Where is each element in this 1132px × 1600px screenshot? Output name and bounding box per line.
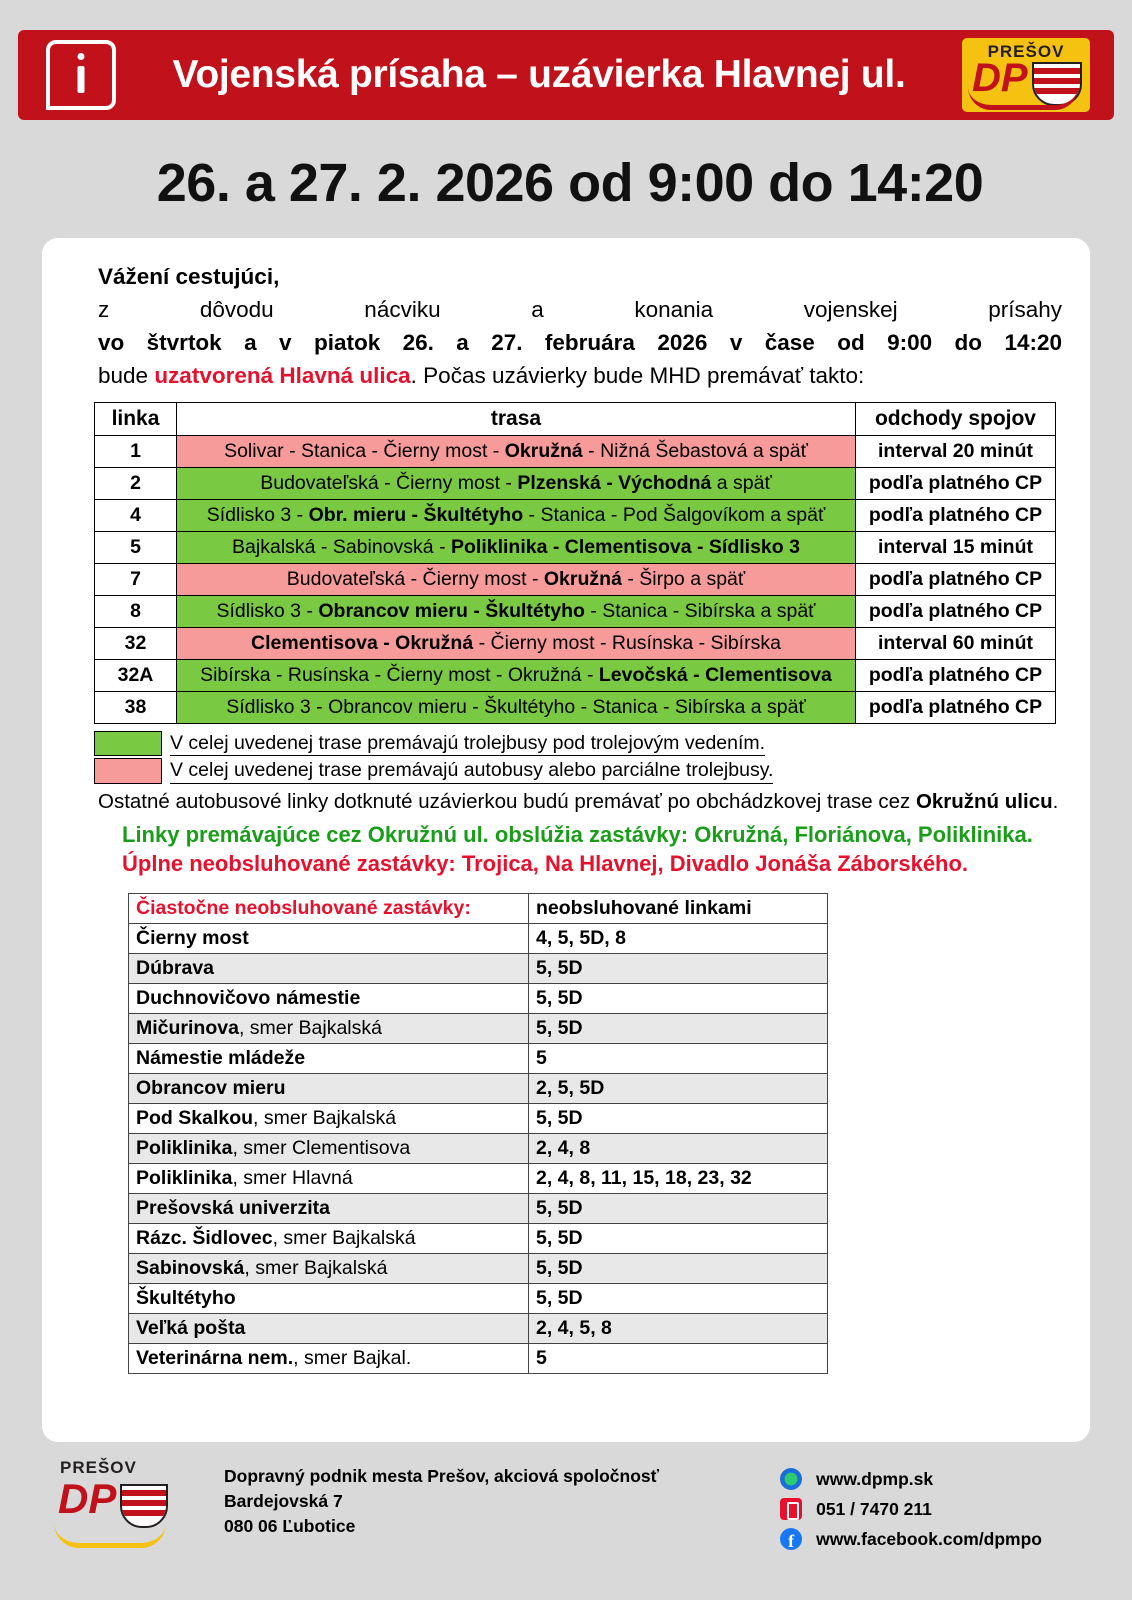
stop-name-main: Sabinovská: [136, 1256, 245, 1279]
partially-unserved-stops-table: [128, 893, 828, 1374]
stop-lines: 2, 4, 5, 8: [529, 1313, 828, 1343]
facebook-url[interactable]: www.facebook.com/dpmpo: [816, 1529, 1042, 1549]
route-path-pre: Sibírska - Rusínska - Čierny most - Okružná -: [200, 664, 599, 686]
note-served-stops: Linky premávajúce cez Okružnú ul. obslúžia zastávky: Okružná, Floriánova, Poliklinika.: [122, 821, 1033, 847]
stops-header-stop: Čiastočne neobsluhované zastávky:: [129, 893, 529, 923]
stop-name-dir: , smer Bajkalská: [253, 1106, 397, 1129]
intro-closure-pre: bude: [98, 363, 155, 388]
stop-lines: 5, 5D: [529, 1283, 828, 1313]
dp-presov-logo-header: [962, 38, 1090, 112]
table-row: [129, 1313, 828, 1343]
routes-table-header-row: [95, 403, 1056, 436]
route-path-pre: Sídlisko 3 -: [206, 504, 309, 526]
table-row: [95, 692, 1056, 724]
table-row: [129, 1193, 828, 1223]
table-row: [129, 1043, 828, 1073]
stop-lines: 2, 5, 5D: [529, 1073, 828, 1103]
stop-name-main: Prešovská univerzita: [136, 1196, 331, 1219]
stop-name-dir: , smer Hlavná: [232, 1166, 353, 1189]
table-row: [129, 983, 828, 1013]
table-row: [95, 596, 1056, 628]
phone-icon: [780, 1498, 802, 1520]
stops-header-lines: neobsluhované linkami: [529, 893, 828, 923]
routes-header-trasa: trasa: [177, 403, 856, 436]
stop-lines: 4, 5, 5D, 8: [529, 923, 828, 953]
stop-name-main: Mičurinova: [136, 1016, 239, 1039]
table-row: [95, 500, 1056, 532]
company-address: [224, 1464, 659, 1539]
table-row: [129, 1283, 828, 1313]
stop-name-main: Veterinárna nem.: [136, 1346, 294, 1369]
company-street: Bardejovská 7: [224, 1491, 343, 1511]
route-path-pre: Sídlisko 3 - Obrancov mieru - Škultétyho - Stanica - Sibírska a späť: [226, 696, 806, 718]
route-path-post: - Stanica - Sibírska a späť: [584, 600, 816, 622]
intro-line-closure: [98, 359, 1062, 392]
info-icon-stem: [78, 66, 85, 93]
legend: [94, 731, 1056, 784]
route-number: 38: [95, 692, 177, 724]
route-number: 32: [95, 628, 177, 660]
table-row: [129, 1223, 828, 1253]
stop-name: [129, 1193, 529, 1223]
legend-swatch-red: [94, 758, 162, 783]
note-other-lines: [98, 790, 1062, 814]
route-path-pre: Solivar - Stanica - Čierny most -: [224, 440, 505, 462]
note-other-post: .: [1052, 789, 1059, 813]
stop-name: [129, 1073, 529, 1103]
footer-logo-city: PREŠOV: [60, 1458, 137, 1477]
stops-table-header-row: [129, 893, 828, 923]
stop-name-main: Poliklinika: [136, 1166, 233, 1189]
stop-name: [129, 1253, 529, 1283]
stop-name-dir: , smer Bajkalská: [272, 1226, 416, 1249]
route-path-bold: Obr. mieru - Škultétyho: [308, 504, 524, 526]
route-number: 7: [95, 564, 177, 596]
stop-name: [129, 1313, 529, 1343]
note-unserved-stops: Úplne neobsluhované zastávky: Trojica, Na Hlavnej, Divadlo Jonáša Záborského.: [122, 850, 969, 876]
table-row: [129, 1343, 828, 1373]
contact-block: [780, 1464, 1042, 1554]
route-number: 8: [95, 596, 177, 628]
route-path-post: - Nižná Šebastová a späť: [582, 440, 808, 462]
stop-name-main: Poliklinika: [136, 1136, 233, 1159]
stop-name: [129, 923, 529, 953]
legend-text-red: V celej uvedenej trase premávajú autobusy alebo parciálne trolejbusy.: [170, 758, 773, 783]
route-path-bold: Poliklinika - Clementisova - Sídlisko 3: [450, 536, 800, 558]
phone-number[interactable]: 051 / 7470 211: [816, 1499, 932, 1519]
info-icon: [46, 40, 116, 110]
legend-text-green: V celej uvedenej trase premávajú trolejbusy pod trolejovým vedením.: [170, 731, 765, 756]
stop-name: [129, 1163, 529, 1193]
stop-name-dir: , smer Clementisova: [232, 1136, 411, 1159]
footer-logo-swoosh: [54, 1523, 166, 1548]
route-path-bold: Plzenská - Východná: [517, 472, 712, 494]
legend-text-green-wrap: [162, 731, 765, 756]
company-city: 080 06 Ľubotice: [224, 1516, 356, 1536]
table-row: [95, 532, 1056, 564]
route-departures: interval 15 minút: [856, 532, 1056, 564]
route-number: 4: [95, 500, 177, 532]
routes-table: [94, 402, 1056, 724]
route-path: [177, 660, 856, 692]
route-path: [177, 596, 856, 628]
route-path-post: - Širpo a späť: [621, 568, 746, 590]
route-number: 2: [95, 468, 177, 500]
logo-swoosh: [968, 87, 1078, 110]
note-other-pre: Ostatné autobusové linky dotknuté uzávierkou budú premávať po obchádzkovej trase cez: [98, 789, 916, 813]
stop-name-main: Rázc. Šidlovec: [136, 1226, 273, 1249]
stop-name-main: Duchnovičovo námestie: [136, 986, 361, 1009]
stop-lines: 2, 4, 8, 11, 15, 18, 23, 32: [529, 1163, 828, 1193]
route-departures: podľa platného CP: [856, 564, 1056, 596]
legend-text-red-wrap: [162, 758, 773, 783]
route-path-bold: Okružná: [543, 568, 622, 590]
intro-closure-street: uzatvorená Hlavná ulica: [154, 363, 411, 388]
contact-phone-row[interactable]: [780, 1494, 1042, 1524]
route-departures: interval 60 minút: [856, 628, 1056, 660]
route-path-post: - Čierny most - Rusínska - Sibírska: [473, 632, 781, 654]
route-path-pre: Budovateľská - Čierny most -: [286, 568, 544, 590]
stop-name: [129, 1133, 529, 1163]
stop-name-main: Pod Skalkou: [136, 1106, 254, 1129]
stop-lines: 5, 5D: [529, 953, 828, 983]
stop-lines: 5, 5D: [529, 1193, 828, 1223]
stop-lines: 2, 4, 8: [529, 1133, 828, 1163]
stop-lines: 5, 5D: [529, 1253, 828, 1283]
stop-name: [129, 1223, 529, 1253]
stop-name-main: Námestie mládeže: [136, 1046, 306, 1069]
routes-header-linka: linka: [95, 403, 177, 436]
table-row: [95, 628, 1056, 660]
note-other-street: Okružnú ulicu: [915, 789, 1053, 813]
route-number: 5: [95, 532, 177, 564]
legend-row-bus: [94, 758, 1056, 783]
stop-lines: 5: [529, 1343, 828, 1373]
stop-name-main: Obrancov mieru: [136, 1076, 286, 1099]
stop-name: [129, 953, 529, 983]
route-path-post: - Stanica - Pod Šalgovíkom a späť: [523, 504, 826, 526]
route-path-post: a späť: [711, 472, 772, 494]
route-path: [177, 628, 856, 660]
route-path: [177, 692, 856, 724]
table-row: [95, 468, 1056, 500]
table-row: [129, 1253, 828, 1283]
stop-name-main: Škultétyho: [136, 1286, 236, 1309]
table-row: [129, 1133, 828, 1163]
company-name: Dopravný podnik mesta Prešov, akciová spoločnosť: [224, 1466, 660, 1486]
table-row: [129, 923, 828, 953]
logo-city-label: PREŠOV: [987, 42, 1065, 61]
intro-line-reason: z dôvodu nácviku a konania vojenskej prísahy: [98, 297, 1062, 322]
stop-name-main: Veľká pošta: [136, 1316, 246, 1339]
route-path-pre: Budovateľská - Čierny most -: [260, 472, 518, 494]
table-row: [95, 564, 1056, 596]
date-headline: 26. a 27. 2. 2026 od 9:00 do 14:20: [156, 153, 984, 213]
globe-icon: [780, 1468, 802, 1490]
stop-name: [129, 1283, 529, 1313]
route-departures: podľa platného CP: [856, 468, 1056, 500]
stop-lines: 5, 5D: [529, 1103, 828, 1133]
route-number: 1: [95, 436, 177, 468]
stop-lines: 5, 5D: [529, 1223, 828, 1253]
stop-name-main: Dúbrava: [136, 956, 215, 979]
stop-name: [129, 1103, 529, 1133]
footer: [42, 1452, 1090, 1572]
stop-name-dir: , smer Bajkalská: [244, 1256, 388, 1279]
intro-line-datetime: vo štvrtok a v piatok 26. a 27. februára 2026 v čase od 9:00 do 14:20: [98, 330, 1062, 355]
route-path: [177, 468, 856, 500]
intro-greeting: Vážení cestujúci,: [98, 264, 280, 289]
route-path: [177, 532, 856, 564]
stop-name: [129, 983, 529, 1013]
intro-closure-post: . Počas uzávierky bude MHD premávať takto:: [410, 363, 865, 388]
route-path-bold: Clementisova - Okružná: [251, 632, 474, 654]
stop-lines: 5, 5D: [529, 1013, 828, 1043]
route-departures: podľa platného CP: [856, 692, 1056, 724]
table-row: [95, 660, 1056, 692]
routes-header-odchody: odchody spojov: [856, 403, 1056, 436]
route-path-pre: Bajkalská - Sabinovská -: [232, 536, 451, 558]
stop-name: [129, 1013, 529, 1043]
route-departures: podľa platného CP: [856, 660, 1056, 692]
content-card: [42, 238, 1090, 1442]
dp-presov-logo-footer: [52, 1458, 178, 1554]
stop-name-main: Čierny most: [136, 926, 249, 949]
legend-swatch-green: [94, 731, 162, 756]
website-url[interactable]: www.dpmp.sk: [816, 1469, 934, 1489]
stop-lines: 5: [529, 1043, 828, 1073]
stop-name-dir: , smer Bajkal.: [293, 1346, 412, 1369]
route-departures: podľa platného CP: [856, 596, 1056, 628]
route-path: [177, 436, 856, 468]
route-path-bold: Obrancov mieru - Škultétyho: [318, 600, 585, 622]
stop-name: [129, 1343, 529, 1373]
page-title: Vojenská prísaha – uzávierka Hlavnej ul.: [172, 53, 906, 96]
table-row: [129, 1013, 828, 1043]
header-bar: [18, 30, 1114, 120]
route-departures: interval 20 minút: [856, 436, 1056, 468]
contact-facebook-row[interactable]: [780, 1524, 1042, 1554]
table-row: [129, 1073, 828, 1103]
info-icon-dot: [78, 53, 85, 60]
route-path-pre: Sídlisko 3 -: [216, 600, 319, 622]
stop-name: [129, 1043, 529, 1073]
logo-dp-label: DP: [972, 56, 1028, 100]
route-number: 32A: [95, 660, 177, 692]
route-path-bold: Okružná: [504, 440, 583, 462]
footer-logo-dp: DP: [58, 1475, 117, 1522]
table-row: [129, 1103, 828, 1133]
table-row: [129, 1163, 828, 1193]
legend-row-trolley: [94, 731, 1056, 756]
facebook-icon: [780, 1528, 802, 1550]
stop-name-dir: , smer Bajkalská: [238, 1016, 382, 1039]
intro-text: [70, 260, 1062, 392]
route-path: [177, 564, 856, 596]
table-row: [129, 953, 828, 983]
route-path-bold: Levočská - Clementisova: [598, 664, 832, 686]
table-row: [95, 436, 1056, 468]
contact-web-row[interactable]: [780, 1464, 1042, 1494]
coat-of-arms-icon: [120, 1484, 168, 1528]
stop-lines: 5, 5D: [529, 983, 828, 1013]
route-path: [177, 500, 856, 532]
route-departures: podľa platného CP: [856, 500, 1056, 532]
